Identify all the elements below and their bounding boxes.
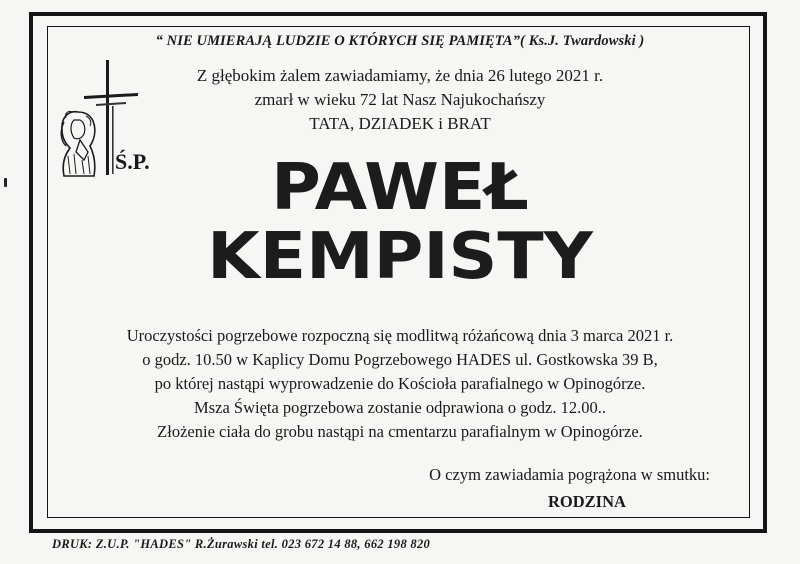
printer-footer: DRUK: Z.U.P. "HADES" R.Żurawski tel. 023 672 14 88, 662 198 820: [52, 537, 431, 551]
details-line: Uroczystości pogrzebowe rozpoczną się modlitwą różańcową dnia 3 marca 2021 r.: [126, 326, 674, 345]
details-line: Złożenie ciała do grobu nastąpi na cmentarzu parafialnym w Opinogórze.: [157, 422, 643, 441]
announcement-line: TATA, DZIADEK i BRAT: [309, 114, 491, 133]
announcement-line: zmarł w wieku 72 lat Nasz Najukochańszy: [254, 90, 546, 109]
funeral-details: [60, 324, 740, 444]
details-line: po której nastąpi wyprowadzenie do Kościoła parafialnego w Opinogórze.: [154, 374, 646, 393]
announcement-line: Z głębokim żalem zawiadamiamy, że dnia 26 lutego 2021 r.: [196, 66, 604, 85]
details-line: o godz. 10.50 w Kaplicy Domu Pogrzebowego HADES ul. Gostkowska 39 B,: [142, 350, 658, 369]
sp-label: Ś.P.: [115, 149, 150, 174]
signature: RODZINA: [548, 492, 626, 511]
closing-line: O czym zawiadamia pogrążona w smutku:: [429, 465, 710, 484]
deceased-last-name: KEMPISTY: [207, 220, 593, 294]
announcement-block: [150, 64, 650, 136]
details-line: Msza Święta pogrzebowa zostanie odprawiona o godz. 12.00..: [194, 398, 606, 417]
deceased-first-name: PAWEŁ: [271, 151, 529, 225]
epigraph-quote: “ NIE UMIERAJĄ LUDZIE O KTÓRYCH SIĘ PAMIĘTA”( Ks.J. Twardowski ): [155, 33, 645, 49]
